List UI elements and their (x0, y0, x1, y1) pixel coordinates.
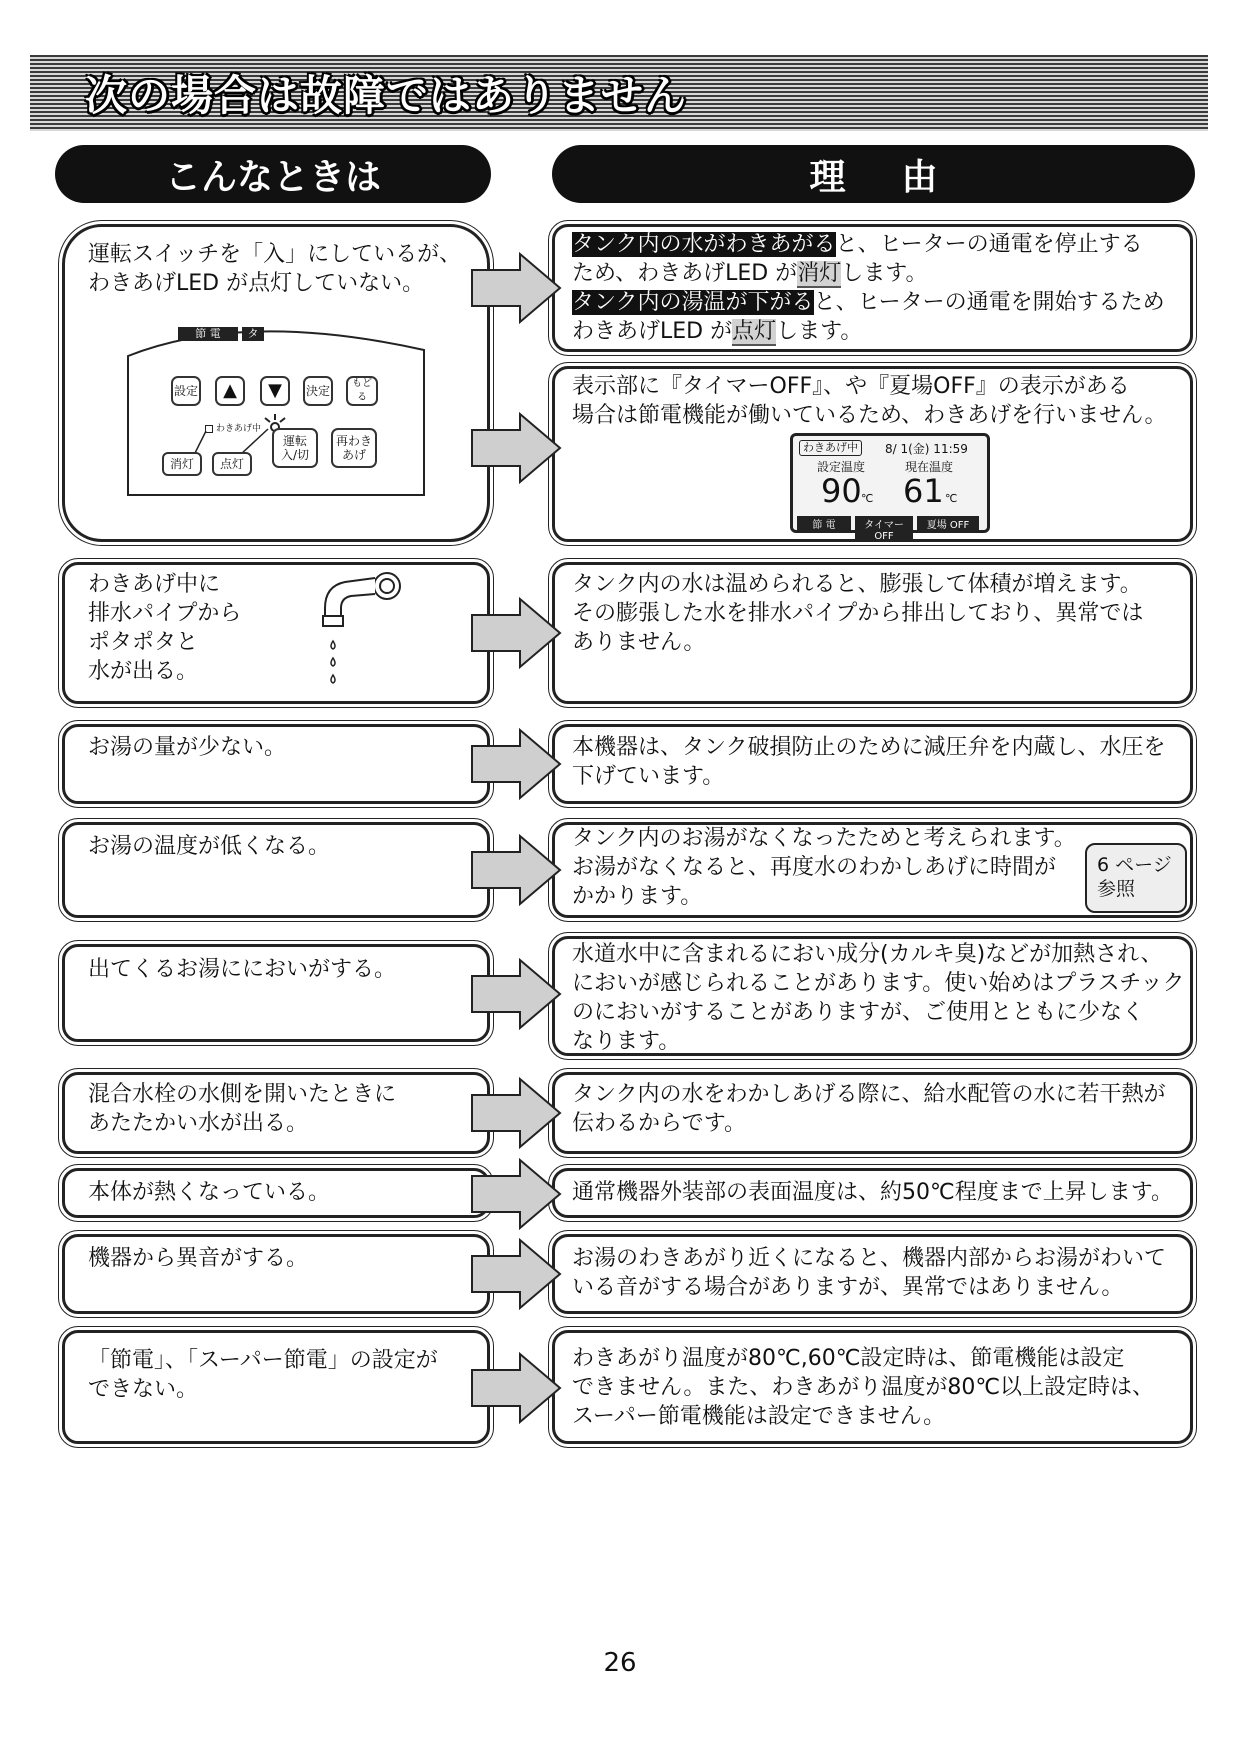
symptom-text-6: 混合水栓の水側を開いたときに あたたかい水が出る。 (88, 1082, 397, 1136)
reason-text-8: お湯のわきあがり近くになると、機器内部からお湯がわいて いる音がする場合がありますが、異常ではありません。 (572, 1246, 1167, 1300)
arrow-icon (468, 250, 564, 326)
lcd-date: 8/ 1(金) 11:59 (885, 442, 968, 456)
arrow-icon (468, 410, 564, 486)
tag-tentou: 点灯 (212, 452, 252, 476)
reason-text-4: タンク内のお湯がなくなったためと考えられます。 お湯がなくなると、再度水のわかしあげに時間が かかります。 (572, 826, 1076, 909)
arrow-icon (468, 1236, 564, 1312)
modoru-button[interactable]: もどる (346, 376, 378, 406)
header-reason: 理由 (552, 145, 1195, 203)
arrow-icon (468, 726, 564, 802)
page-reference[interactable]: 6 ページ 参照 (1085, 843, 1187, 913)
page-number: 26 (603, 1648, 637, 1678)
symptom-text-3: お湯の量が少ない。 (88, 735, 287, 760)
reason-text-9: わきあがり温度が80℃,60℃設定時は、節電機能は設定 できません。また、わきあがり温度が80℃以上設定時は、 スーパー節電機能は設定できません。 (572, 1346, 1155, 1429)
header-symptom: こんなときは (55, 145, 491, 203)
page-title: 次の場合は故障ではありません (85, 71, 688, 120)
arrow-icon (468, 595, 564, 671)
kettei-button[interactable]: 決定 (303, 376, 333, 406)
lcd-label-set: 設定温度 (817, 460, 866, 474)
reason-text-7: 通常機器外装部の表面温度は、約50℃程度まで上昇します。 (572, 1180, 1173, 1205)
lcd-temp-set: 90 (821, 472, 862, 510)
symptom-text-5: 出てくるお湯ににおいがする。 (88, 957, 397, 982)
tag-shoutou: 消灯 (162, 452, 202, 476)
title-banner (30, 55, 1208, 131)
symptom-text-1: 運転スイッチを「入」にしているが、 わきあげLED が点灯していない。 (88, 242, 462, 296)
lcd-status: わきあげ中 (799, 440, 862, 456)
symptom-text-4: お湯の温度が低くなる。 (88, 834, 331, 859)
arrow-icon (468, 1075, 564, 1151)
symptom-text-9: 「節電」、「スーパー節電」の設定が できない。 (88, 1348, 438, 1402)
down-button[interactable]: ▼ (260, 376, 290, 406)
arrow-icon (468, 1350, 564, 1426)
arrow-icon (468, 832, 564, 908)
symptom-text-2: わきあげ中に 排水パイプから ポタポタと 水が出る。 (88, 572, 242, 684)
arrow-icon (468, 1156, 564, 1232)
saiwaki-button[interactable]: 再わき あげ (331, 428, 377, 468)
reason-text-5: 水道水中に含まれるにおい成分(カルキ臭)などが加熱され、 においが感じられることがあります。使い始めはプラスチック のにおいがすることがありますが、ご使用とともに少なく なります。 (572, 942, 1185, 1054)
reason-text-3: 本機器は、タンク破損防止のために減圧弁を内蔵し、水圧を 下げています。 (572, 735, 1166, 789)
panel-tab-timer: タ (242, 327, 264, 341)
up-button[interactable]: ▲ (215, 376, 245, 406)
symptom-text-7: 本体が熱くなっている。 (88, 1180, 331, 1205)
panel-tab-setsuden: 節 電 (178, 327, 238, 341)
unten-button[interactable]: 運転 入/切 (272, 428, 318, 468)
reason-text-2: タンク内の水は温められると、膨張して体積が増えます。 その膨張した水を排水パイプから排出しており、異常では ありません。 (572, 572, 1144, 655)
lcd-unit-now: ℃ (945, 492, 958, 505)
reason-text-6: タンク内の水をわかしあげる際に、給水配管の水に若干熱が 伝わるからです。 (572, 1082, 1166, 1136)
settei-button[interactable]: 設定 (171, 376, 201, 406)
arrow-icon (468, 956, 564, 1032)
lcd-display (790, 433, 990, 542)
lcd-badge-timer: タイマーOFF (855, 516, 913, 542)
lcd-badge-setsuden: 節 電 (797, 516, 851, 531)
reason-text-1a: タンク内の水がわきあがると、ヒーターの通電を停止する ため、わきあげLED が消灯します。 タンク内の湯温が下がると、ヒーターの通電を開始するため わきあげLED が点灯します。 (572, 232, 1165, 344)
symptom-text-8: 機器から異音がする。 (88, 1246, 309, 1271)
lcd-unit-set: ℃ (861, 492, 874, 505)
lcd-label-now: 現在温度 (905, 460, 954, 474)
led-label: わきあげ中 (216, 424, 262, 434)
reason-text-1b: 表示部に『タイマーOFF』、や『夏場OFF』の表示がある 場合は節電機能が働いているため、わきあげを行いません。 (572, 374, 1167, 428)
lcd-temp-now: 61 (903, 472, 944, 510)
faucet-drip-icon (315, 566, 410, 696)
lcd-badge-natsuba: 夏場 OFF (917, 516, 979, 531)
